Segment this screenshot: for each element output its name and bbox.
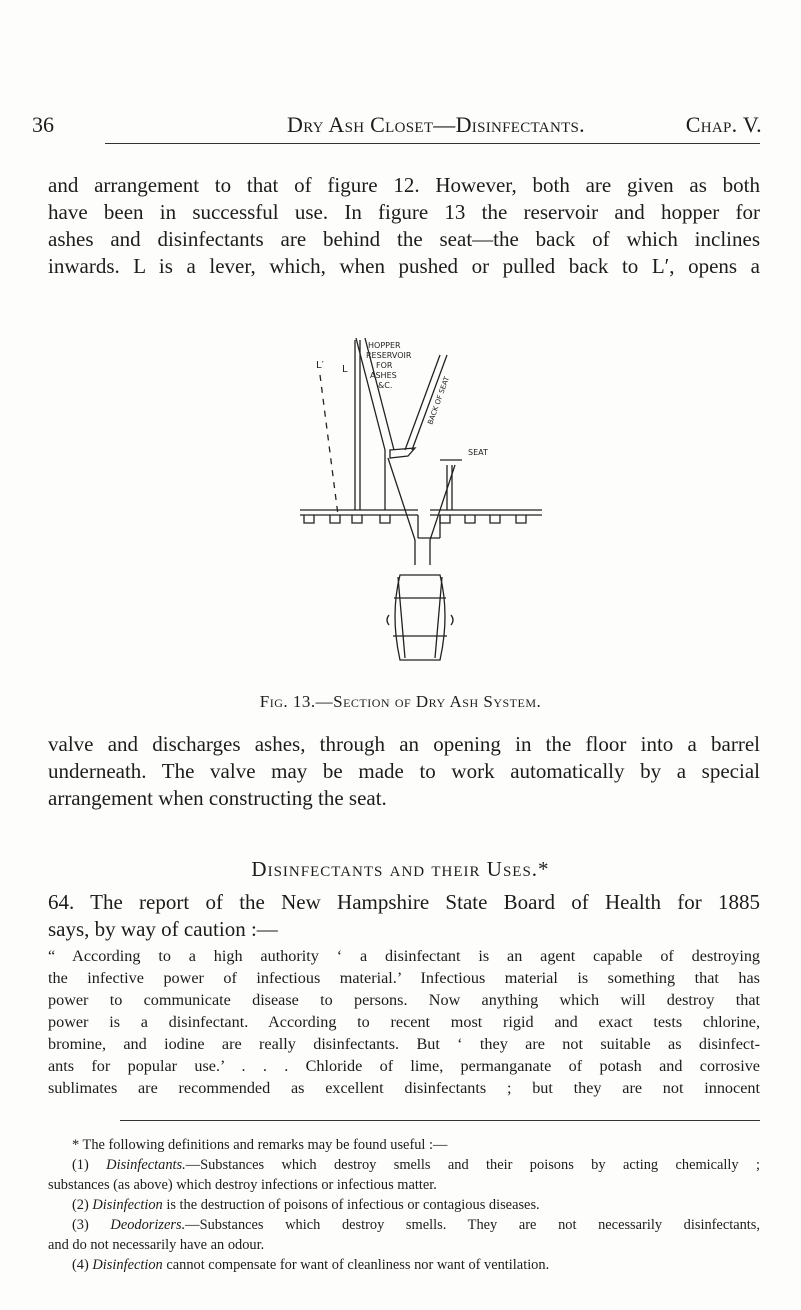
text-line: says, by way of caution :— xyxy=(48,917,278,941)
label-seat: SEAT xyxy=(468,448,488,457)
text-line: the infective power of infectious material.’ Infectious material is something that has xyxy=(48,969,760,987)
footnote-item xyxy=(48,1255,760,1275)
footnote-text: substances (as above) which destroy infections or infectious matter. xyxy=(48,1177,437,1193)
footnote-text: cannot compensate for want of cleanliness nor want of ventilation. xyxy=(162,1257,550,1273)
header-rule xyxy=(105,143,760,144)
paragraph-64 xyxy=(48,889,760,943)
footnote-term: Disinfectants. xyxy=(106,1157,186,1173)
footnote-rule xyxy=(120,1120,760,1121)
text-line: power to communicate disease to persons. Now anything which will destroy that xyxy=(48,991,760,1009)
label-etc: &C. xyxy=(378,381,393,390)
quote-block xyxy=(48,945,760,1099)
label-l: L xyxy=(342,364,348,375)
footnote-item xyxy=(48,1155,760,1175)
label-l-prime: L′ xyxy=(316,360,324,371)
footnote-term: Disinfection xyxy=(92,1257,163,1273)
footnote-item xyxy=(48,1195,760,1215)
footnote-item xyxy=(48,1235,760,1255)
text-line: power is a disinfectant. According to recent most rigid and exact tests chlorine, xyxy=(48,1013,760,1031)
label-ashes: ASHES xyxy=(370,371,397,380)
running-title: Dry Ash Closet—Disinfectants. xyxy=(287,112,585,137)
footnote-number: (4) xyxy=(72,1257,89,1273)
footnote-text: and do not necessarily have an odour. xyxy=(48,1237,265,1253)
footnote-item xyxy=(48,1215,760,1235)
running-header xyxy=(32,112,762,142)
footnote-text: —Substances which destroy smells and their poisons by acting chemically ; xyxy=(185,1157,760,1173)
footnote-text: —Substances which destroy smells. They are not necessarily disinfectants, xyxy=(185,1217,760,1233)
text-line: “ According to a high authority ‘ a disinfectant is an agent capable of destroying xyxy=(48,947,760,965)
footnote-number: (3) xyxy=(72,1217,89,1233)
text-line: 64. The report of the New Hampshire State Board of Health for 1885 xyxy=(48,890,760,914)
lever-line xyxy=(320,375,338,515)
text-line: and arrangement to that of figure 12. However, both are given as both xyxy=(48,173,760,197)
after-figure-paragraph xyxy=(48,731,760,812)
footnote-text: is the destruction of poisons of infectious or contagious diseases. xyxy=(162,1197,540,1213)
footnote-item xyxy=(48,1175,760,1195)
section-heading: Disinfectants and their Uses.* xyxy=(251,857,550,881)
text-line: valve and discharges ashes, through an opening in the floor into a barrel xyxy=(48,732,760,756)
footnote-number: (1) xyxy=(72,1157,89,1173)
footnote-number: (2) xyxy=(72,1197,89,1213)
figure-13-diagram xyxy=(290,330,550,690)
label-for: FOR xyxy=(376,361,393,370)
label-reservoir: RESERVOIR xyxy=(366,351,412,360)
label-back-of-seat: BACK OF SEAT xyxy=(426,375,452,426)
footnote-intro: * The following definitions and remarks may be found useful :— xyxy=(72,1137,448,1153)
figure-caption: Fig. 13.—Section of Dry Ash System. xyxy=(259,692,542,711)
label-hopper: HOPPER xyxy=(368,341,401,350)
text-line: have been in successful use. In figure 13 the reservoir and hopper for xyxy=(48,200,760,224)
text-line: underneath. The valve may be made to work automatically by a special xyxy=(48,759,760,783)
footnotes xyxy=(48,1135,760,1275)
footnote-term: Deodorizers. xyxy=(110,1217,186,1233)
text-line: arrangement when constructing the seat. xyxy=(48,786,387,810)
page-number: 36 xyxy=(32,112,54,137)
chapter-label: Chap. V. xyxy=(685,112,762,137)
footnote-term: Disinfection xyxy=(92,1197,163,1213)
text-line: ants for popular use.’ . . . Chloride of lime, permanganate of potash and corrosive xyxy=(48,1057,760,1075)
text-line: sublimates are recommended as excellent disinfectants ; but they are not innocent xyxy=(48,1079,760,1097)
text-line: ashes and disinfectants are behind the seat—the back of which inclines xyxy=(48,227,760,251)
intro-paragraph xyxy=(48,172,760,280)
text-line: bromine, and iodine are really disinfectants. But ‘ they are not suitable as disinfect- xyxy=(48,1035,760,1053)
text-line: inwards. L is a lever, which, when pushed or pulled back to L′, opens a xyxy=(48,254,760,278)
